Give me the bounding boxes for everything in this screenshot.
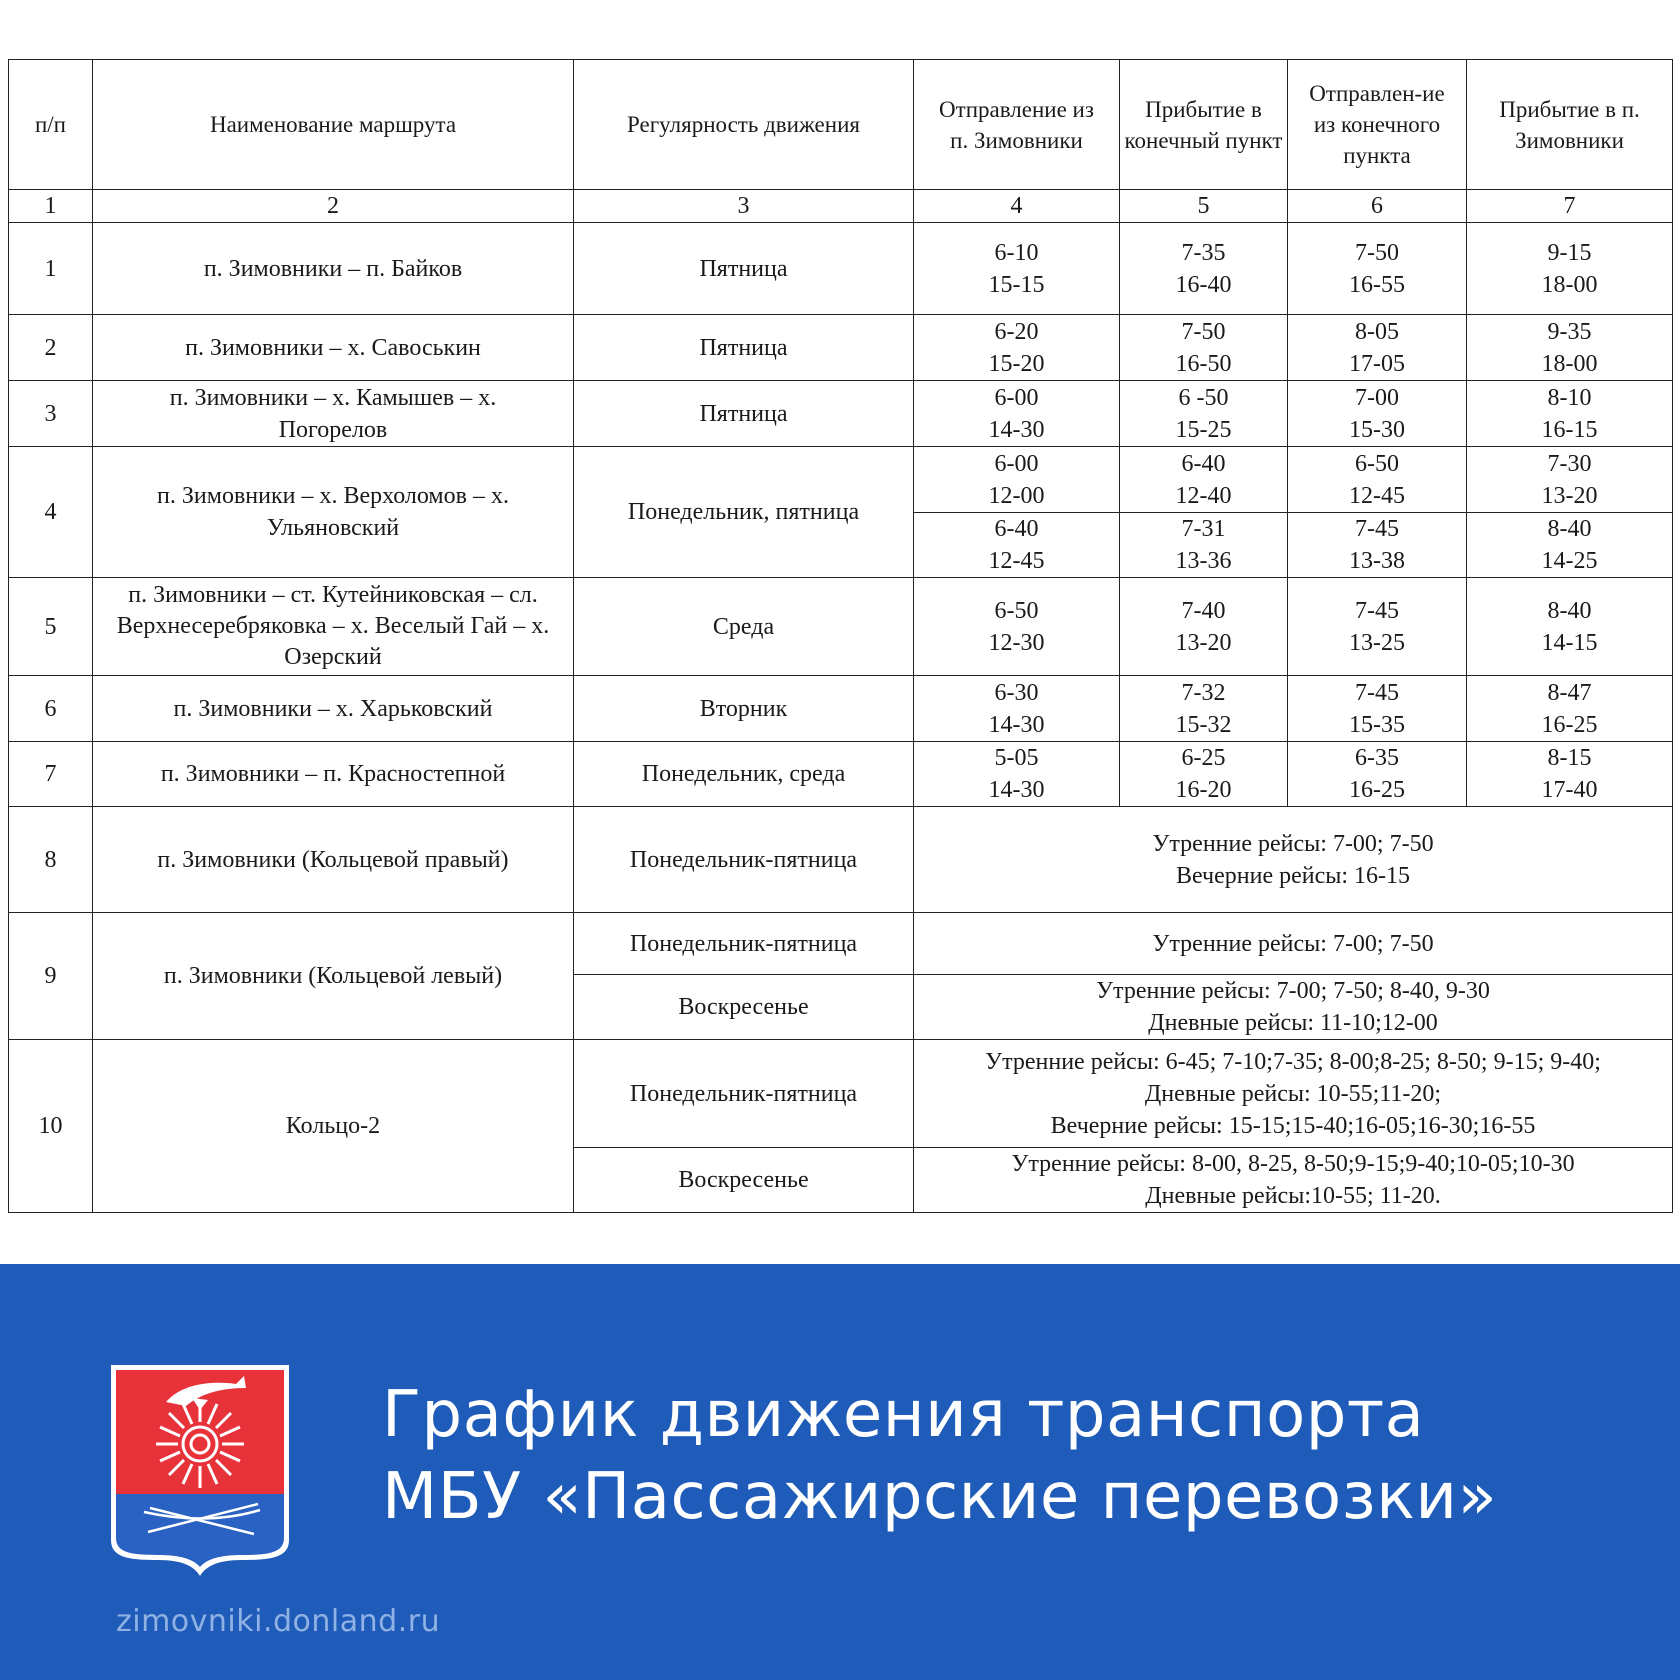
- header-departure-end: Отправлен-ие из конечного пункта: [1288, 60, 1467, 190]
- table-row: [9, 676, 1673, 742]
- trip-times: Утренние рейсы: 7-00; 7-50 Вечерние рейсы: 16-15: [914, 807, 1673, 913]
- trip-times: Утренние рейсы: 8-00, 8-25, 8-50;9-15;9-40;10-05;10-30 Дневные рейсы:10-55; 11-20.: [914, 1148, 1673, 1213]
- regularity: Понедельник, пятница: [574, 447, 914, 578]
- departure-times: 6-40 12-45: [914, 513, 1120, 578]
- return-departure-times: 7-45 15-35: [1288, 676, 1467, 742]
- column-number: 6: [1288, 190, 1467, 223]
- departure-times: 6-00 12-00: [914, 447, 1120, 513]
- header-route-name: Наименование маршрута: [93, 60, 574, 190]
- table-row: [9, 742, 1673, 807]
- banner-title: [382, 1374, 1497, 1538]
- return-arrival-times: 9-35 18-00: [1467, 315, 1673, 381]
- banner-title-line-1: График движения транспорта: [382, 1378, 1425, 1452]
- table-header-row: [9, 60, 1673, 190]
- return-departure-times: 7-00 15-30: [1288, 381, 1467, 447]
- return-arrival-times: 8-40 14-15: [1467, 578, 1673, 676]
- trip-times: Утренние рейсы: 7-00; 7-50: [914, 913, 1673, 975]
- return-departure-times: 7-50 16-55: [1288, 223, 1467, 315]
- table-row: [9, 913, 1673, 975]
- route-name: п. Зимовники (Кольцевой правый): [93, 807, 574, 913]
- column-numbers-row: [9, 190, 1673, 223]
- header-arrival-back: Прибытие в п. Зимовники: [1467, 60, 1673, 190]
- coat-of-arms-icon: [108, 1362, 292, 1578]
- table-row: [9, 1040, 1673, 1148]
- departure-times: 6-20 15-20: [914, 315, 1120, 381]
- column-number: 3: [574, 190, 914, 223]
- departure-times: 5-05 14-30: [914, 742, 1120, 807]
- regularity: Пятница: [574, 223, 914, 315]
- regularity: Понедельник-пятница: [574, 807, 914, 913]
- regularity: Пятница: [574, 381, 914, 447]
- arrival-times: 6-25 16-20: [1120, 742, 1288, 807]
- trip-times: Утренние рейсы: 6-45; 7-10;7-35; 8-00;8-25; 8-50; 9-15; 9-40; Дневные рейсы: 10-55;11-20; Вечерние рейсы: 15-15;15-40;16-05;16-30;16-55: [914, 1040, 1673, 1148]
- route-name: п. Зимовники – ст. Кутейниковская – сл. Верхнесеребряковка – х. Веселый Гай – х. Озерский: [93, 578, 574, 676]
- route-name: п. Зимовники – х. Верхоломов – х. Ульяновский: [93, 447, 574, 578]
- departure-times: 6-00 14-30: [914, 381, 1120, 447]
- table-row: [9, 807, 1673, 913]
- column-number: 7: [1467, 190, 1673, 223]
- header-num: п/п: [9, 60, 93, 190]
- schedule-table: [8, 59, 1673, 1213]
- row-number: 9: [9, 913, 93, 1040]
- row-number: 10: [9, 1040, 93, 1213]
- route-name: Кольцо-2: [93, 1040, 574, 1213]
- return-arrival-times: 8-10 16-15: [1467, 381, 1673, 447]
- arrival-times: 7-50 16-50: [1120, 315, 1288, 381]
- table-row: [9, 447, 1673, 513]
- route-name: п. Зимовники – п. Красностепной: [93, 742, 574, 807]
- table-row: [9, 381, 1673, 447]
- departure-times: 6-10 15-15: [914, 223, 1120, 315]
- table-row: [9, 315, 1673, 381]
- column-number: 5: [1120, 190, 1288, 223]
- title-banner: [0, 1264, 1680, 1680]
- return-departure-times: 7-45 13-38: [1288, 513, 1467, 578]
- row-number: 2: [9, 315, 93, 381]
- regularity: Понедельник-пятница: [574, 1040, 914, 1148]
- route-name: п. Зимовники – х. Камышев – х. Погорелов: [93, 381, 574, 447]
- return-departure-times: 8-05 17-05: [1288, 315, 1467, 381]
- column-number: 4: [914, 190, 1120, 223]
- return-arrival-times: 9-15 18-00: [1467, 223, 1673, 315]
- arrival-times: 7-35 16-40: [1120, 223, 1288, 315]
- route-name: п. Зимовники (Кольцевой левый): [93, 913, 574, 1040]
- return-arrival-times: 8-47 16-25: [1467, 676, 1673, 742]
- row-number: 5: [9, 578, 93, 676]
- departure-times: 6-50 12-30: [914, 578, 1120, 676]
- arrival-times: 6 -50 15-25: [1120, 381, 1288, 447]
- route-name: п. Зимовники – х. Харьковский: [93, 676, 574, 742]
- regularity: Понедельник-пятница: [574, 913, 914, 975]
- site-url: zimovniki.donland.ru: [116, 1604, 441, 1639]
- return-arrival-times: 7-30 13-20: [1467, 447, 1673, 513]
- row-number: 1: [9, 223, 93, 315]
- header-arrival-end: Прибытие в конечный пункт: [1120, 60, 1288, 190]
- table-row: [9, 578, 1673, 676]
- row-number: 3: [9, 381, 93, 447]
- regularity: Среда: [574, 578, 914, 676]
- table-row: [9, 223, 1673, 315]
- departure-times: 6-30 14-30: [914, 676, 1120, 742]
- banner-title-line-2: МБУ «Пассажирские перевозки»: [382, 1460, 1498, 1534]
- return-departure-times: 7-45 13-25: [1288, 578, 1467, 676]
- return-arrival-times: 8-40 14-25: [1467, 513, 1673, 578]
- arrival-times: 7-31 13-36: [1120, 513, 1288, 578]
- return-arrival-times: 8-15 17-40: [1467, 742, 1673, 807]
- regularity: Пятница: [574, 315, 914, 381]
- row-number: 6: [9, 676, 93, 742]
- arrival-times: 7-32 15-32: [1120, 676, 1288, 742]
- route-name: п. Зимовники – х. Савоськин: [93, 315, 574, 381]
- route-name: п. Зимовники – п. Байков: [93, 223, 574, 315]
- row-number: 8: [9, 807, 93, 913]
- return-departure-times: 6-35 16-25: [1288, 742, 1467, 807]
- column-number: 1: [9, 190, 93, 223]
- return-departure-times: 6-50 12-45: [1288, 447, 1467, 513]
- header-regularity: Регулярность движения: [574, 60, 914, 190]
- regularity: Вторник: [574, 676, 914, 742]
- trip-times: Утренние рейсы: 7-00; 7-50; 8-40, 9-30 Дневные рейсы: 11-10;12-00: [914, 975, 1673, 1040]
- regularity: Понедельник, среда: [574, 742, 914, 807]
- regularity: Воскресенье: [574, 1148, 914, 1213]
- regularity: Воскресенье: [574, 975, 914, 1040]
- row-number: 7: [9, 742, 93, 807]
- arrival-times: 7-40 13-20: [1120, 578, 1288, 676]
- column-number: 2: [93, 190, 574, 223]
- header-departure: Отправление из п. Зимовники: [914, 60, 1120, 190]
- arrival-times: 6-40 12-40: [1120, 447, 1288, 513]
- row-number: 4: [9, 447, 93, 578]
